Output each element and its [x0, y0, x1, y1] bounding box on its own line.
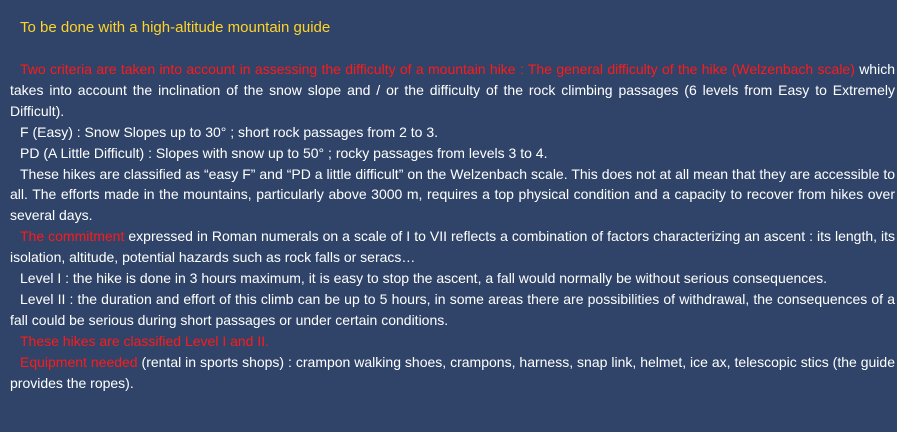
paragraph-level-1: Level I : the hike is done in 3 hours maximum, it is easy to stop the ascent, a fall would normally be without serious consequences. — [20, 270, 827, 287]
paragraph-criteria — [10, 59, 895, 122]
paragraph-classified-levels: These hikes are classified Level I and II. — [20, 332, 270, 349]
paragraph-equipment — [10, 352, 895, 394]
paragraph-level-2: Level II : the duration and effort of this climb can be up to 5 hours, in some areas there are possibilities of withdrawal, the consequences of a fall could be serious during short passages or under certain conditions. — [10, 290, 895, 328]
body-text: expressed in Roman numerals on a scale of I to VII reflects a combination of factors characterizing an ascent : its length, its isolation, altitude, potential hazards such as rock falls or seracs… — [10, 228, 896, 266]
paragraph-commitment — [10, 226, 895, 268]
body-text: which takes into account the inclination of the snow slope and / or the difficulty of the rock climbing passages (6 levels from Easy to Extremely Difficult). — [10, 61, 895, 119]
paragraph-level-f: F (Easy) : Snow Slopes up to 30° ; short rock passages from 2 to 3. — [20, 123, 439, 140]
highlight-text: Two criteria are taken into account in assessing the difficulty of a mountain hike : The general difficulty of the hike (Welzenbach scale) — [20, 61, 855, 77]
paragraph-classification: These hikes are classified as “easy F” and “PD a little difficult” on the Welzenbach scale. This does not at all mean that they are accessible to all. The efforts made in the mountains, particularly above 3000 m, requires a top physical condition and a capacity to recover from hikes over several days. — [10, 165, 895, 224]
highlight-text: The commitment — [20, 228, 125, 245]
body-text: (rental in sports shops) : crampon walking shoes, crampons, harness, snap link, helmet, ice ax, telescopic stics (the guide provides the ropes). — [10, 353, 895, 391]
highlight-text: Equipment needed — [20, 353, 138, 370]
paragraph-level-pd: PD (A Little Difficult) : Slopes with snow up to 50° ; rocky passages from levels 3 to 4. — [20, 144, 548, 161]
section-heading: To be done with a high-altitude mountain guide — [20, 19, 331, 36]
